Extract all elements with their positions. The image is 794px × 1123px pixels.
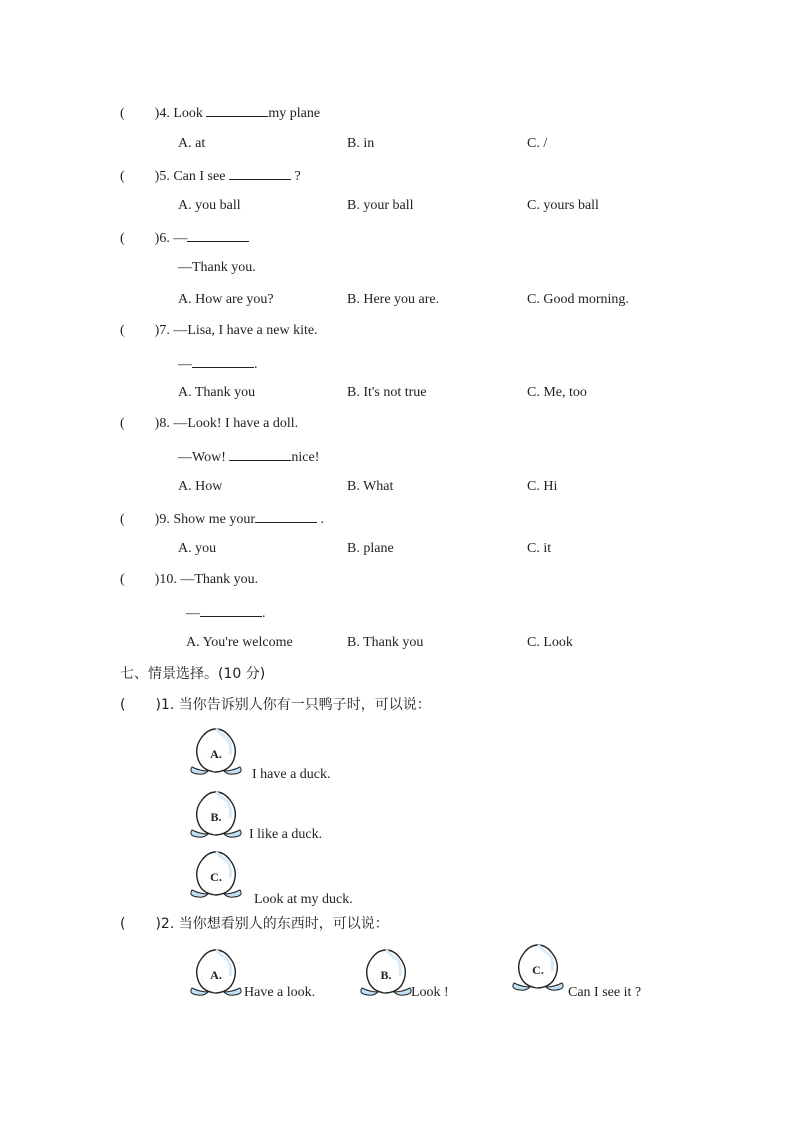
q4-option-c[interactable]: C. / <box>527 136 548 151</box>
option-label: C. <box>210 870 222 884</box>
q10-reply: — . <box>186 603 266 623</box>
q4-stem: ( )4. Look my plane <box>120 103 320 123</box>
peach-icon[interactable] <box>186 848 246 900</box>
q9-option-c[interactable]: C. it <box>527 541 552 556</box>
s1-option-b-text: I like a duck. <box>249 827 323 842</box>
q6-option-b[interactable]: B. Here you are. <box>347 292 440 307</box>
option-label: C. <box>532 963 544 977</box>
s1-option-a-text: I have a duck. <box>252 767 331 782</box>
q6-option-a[interactable]: A. How are you? <box>178 292 274 307</box>
option-label: B. <box>380 968 392 982</box>
q7-blank[interactable] <box>192 354 254 368</box>
q5-option-c[interactable]: C. yours ball <box>527 198 599 213</box>
q7-option-c[interactable]: C. Me, too <box>527 385 587 400</box>
q4-option-b[interactable]: B. in <box>347 136 375 151</box>
s2-option-a-text: Have a look. <box>244 985 316 1000</box>
q6-blank[interactable] <box>187 228 249 242</box>
s2-stem: ( )2. 当你想看别人的东西时，可以说： <box>120 916 389 932</box>
s1-stem: ( )1. 当你告诉别人你有一只鸭子时，可以说： <box>120 697 431 713</box>
q4-option-a[interactable]: A. at <box>178 136 206 151</box>
q5-option-a[interactable]: A. you ball <box>178 198 241 213</box>
peach-icon[interactable] <box>186 946 246 998</box>
q7-reply: — . <box>178 354 258 374</box>
q9-stem: ( )9. Show me your . <box>120 509 324 529</box>
peach-icon[interactable] <box>508 941 568 993</box>
q5-blank[interactable] <box>229 166 291 180</box>
q8-option-a[interactable]: A. How <box>178 479 223 494</box>
option-label: B. <box>210 810 222 824</box>
q7-option-b[interactable]: B. It's not true <box>347 385 427 400</box>
q9-option-a[interactable]: A. you <box>178 541 217 556</box>
q6-reply: —Thank you. <box>178 260 256 275</box>
q4-blank[interactable] <box>206 103 268 117</box>
s1-option-c-text: Look at my duck. <box>254 892 353 907</box>
q10-option-c[interactable]: C. Look <box>527 635 573 650</box>
q10-option-a[interactable]: A. You're welcome <box>186 635 293 650</box>
section-title: 七、情景选择。(10 分) <box>120 666 266 682</box>
q8-blank[interactable] <box>229 447 291 461</box>
option-label: A. <box>210 968 222 982</box>
q6-stem: ( )6. — <box>120 228 249 248</box>
q5-option-b[interactable]: B. your ball <box>347 198 414 213</box>
q9-option-b[interactable]: B. plane <box>347 541 394 556</box>
q10-blank[interactable] <box>200 603 262 617</box>
q8-reply: —Wow! nice! <box>178 447 319 467</box>
s2-option-c-text: Can I see it ? <box>568 985 642 1000</box>
q10-stem: ( )10. —Thank you. <box>120 572 259 587</box>
q8-option-c[interactable]: C. Hi <box>527 479 558 494</box>
q8-option-b[interactable]: B. What <box>347 479 394 494</box>
q6-option-c[interactable]: C. Good morning. <box>527 292 629 307</box>
q10-option-b[interactable]: B. Thank you <box>347 635 424 650</box>
q7-stem: ( )7. —Lisa, I have a new kite. <box>120 323 318 338</box>
peach-icon[interactable] <box>186 725 246 777</box>
peach-icon[interactable] <box>356 946 416 998</box>
option-label: A. <box>210 747 222 761</box>
q5-stem: ( )5. Can I see ? <box>120 166 301 186</box>
q9-blank[interactable] <box>255 509 317 523</box>
s2-option-b-text: Look ! <box>411 985 449 1000</box>
q8-stem: ( )8. —Look! I have a doll. <box>120 416 299 431</box>
peach-icon[interactable] <box>186 788 246 840</box>
q7-option-a[interactable]: A. Thank you <box>178 385 256 400</box>
